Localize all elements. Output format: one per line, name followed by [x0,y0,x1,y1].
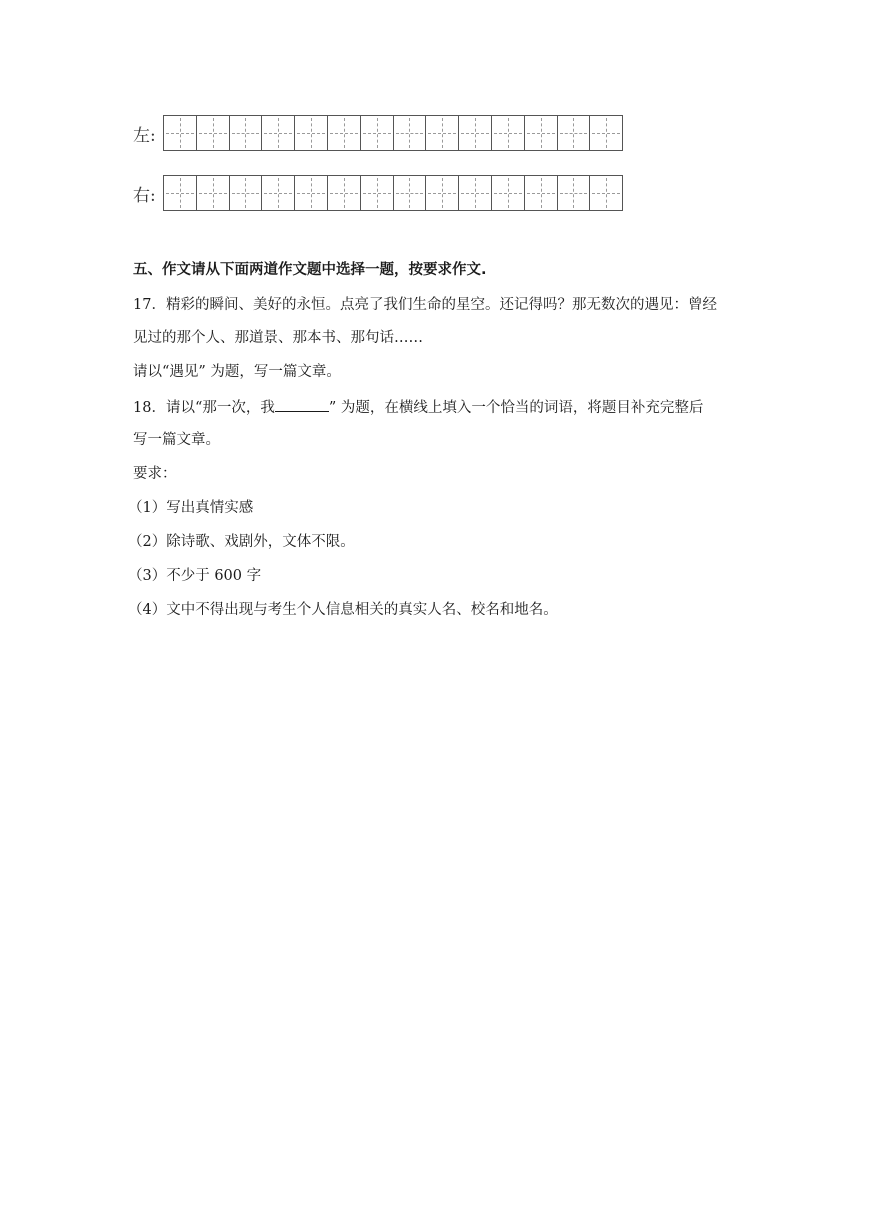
grid-cell[interactable] [295,176,328,210]
grid-cell[interactable] [590,176,623,210]
grid-cell[interactable] [590,116,623,150]
grid-cell[interactable] [426,116,459,150]
grid-cell[interactable] [492,116,525,150]
grid-cell[interactable] [262,176,295,210]
grid-cell[interactable] [492,176,525,210]
grid-cell[interactable] [426,176,459,210]
q18-prompt-end: ” 为题，在横线上填入一个恰当的词语，将题目补充完整后 [328,400,704,416]
q17-line-2: 见过的那个人、那道景、那本书、那句话…… [133,330,423,346]
grid-cell[interactable] [525,176,558,210]
left-writing-grid [133,115,623,151]
section-heading: 五、作文请从下面两道作文题中选择一题，按要求作文. [133,262,487,278]
grid-cell[interactable] [230,176,263,210]
grid-cell[interactable] [361,116,394,150]
left-grid-label: 左: [133,125,156,146]
requirement-item: （2）除诗歌、戏剧外，文体不限。 [128,534,355,550]
grid-cell[interactable] [459,116,492,150]
grid-cell[interactable] [164,176,197,210]
grid-cell[interactable] [197,176,230,210]
grid-cell[interactable] [459,176,492,210]
requirement-item: （4）文中不得出现与考生个人信息相关的真实人名、校名和地名。 [128,602,558,618]
q17-line-1: 17．精彩的瞬间、美好的永恒。点亮了我们生命的星空。还记得吗？那无数次的遇见：曾经 [133,297,717,313]
grid-cell[interactable] [525,116,558,150]
grid-cell[interactable] [328,176,361,210]
q18-prompt-start: 18．请以“那一次，我 [133,400,275,416]
right-writing-grid [133,175,623,211]
grid-cell[interactable] [328,116,361,150]
grid-cell[interactable] [295,116,328,150]
grid-cell[interactable] [394,116,427,150]
right-grid-cells [163,175,623,211]
fill-in-blank[interactable] [275,396,329,412]
grid-cell[interactable] [558,116,591,150]
right-grid-label: 右: [133,185,156,206]
grid-cell[interactable] [230,116,263,150]
requirement-item: （3）不少于 600 字 [128,568,262,584]
grid-cell[interactable] [394,176,427,210]
grid-cell[interactable] [262,116,295,150]
requirements-heading: 要求： [133,466,177,482]
grid-cell[interactable] [197,116,230,150]
grid-cell[interactable] [361,176,394,210]
q18-line-1 [133,396,703,418]
left-grid-cells [163,115,623,151]
requirement-item: （1）写出真情实感 [128,500,254,516]
q18-line-2: 写一篇文章。 [133,432,220,448]
grid-cell[interactable] [164,116,197,150]
grid-cell[interactable] [558,176,591,210]
q17-line-3: 请以“遇见” 为题，写一篇文章。 [133,364,341,380]
